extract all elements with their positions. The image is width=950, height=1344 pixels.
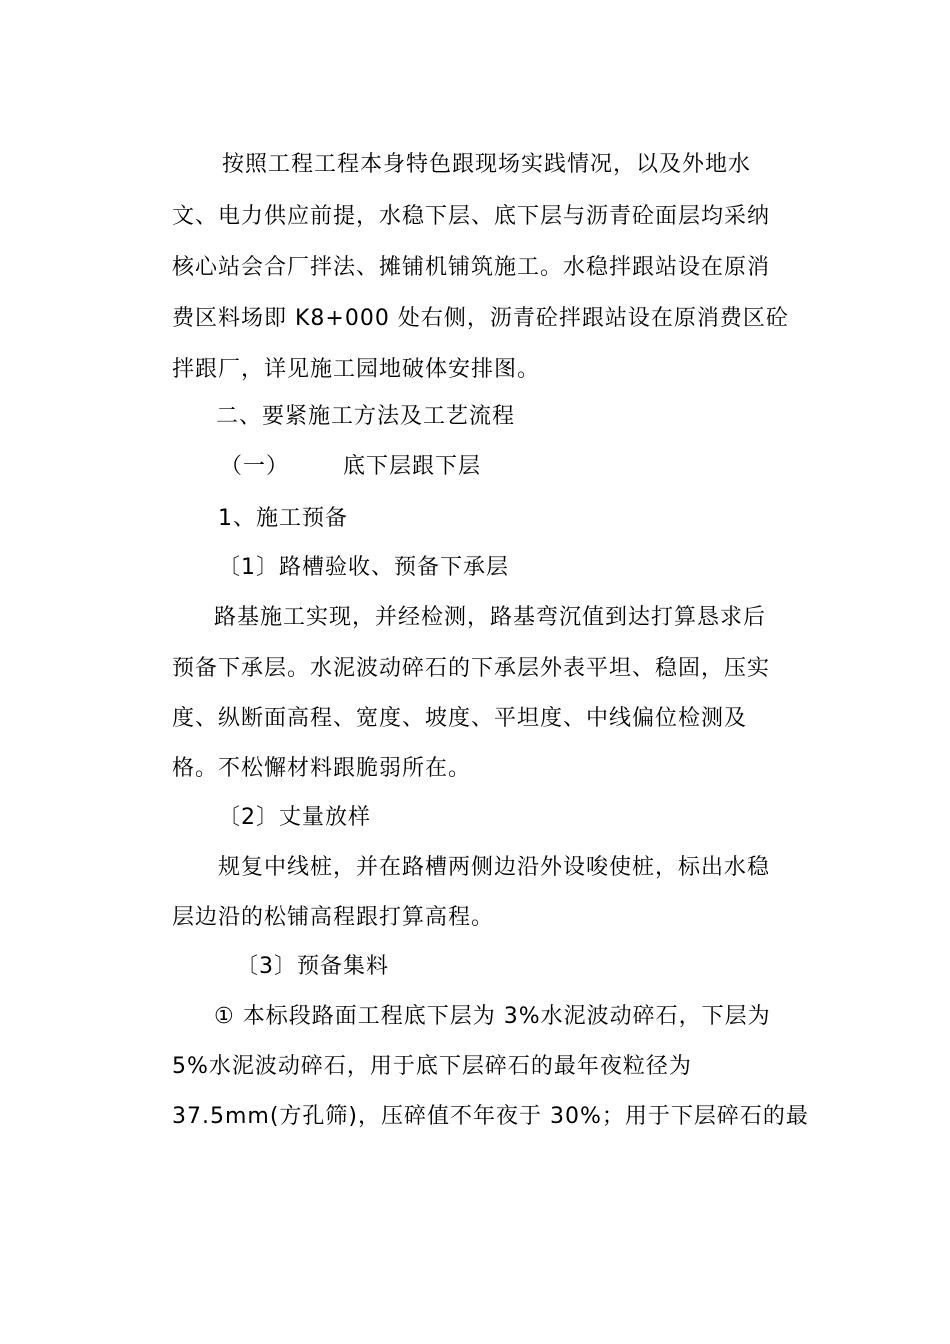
text-line: 37.5mm(方孔筛)，压碎值不年夜于 30%；用于下层碎石的最 (172, 1104, 809, 1129)
text-line: 按照工程工程本身特色跟现场实践情况，以及外地水 (222, 152, 752, 177)
step-heading: 〔2〕丈量放样 (218, 805, 371, 830)
item-heading: 1、施工预备 (218, 506, 348, 531)
text-line: 拌跟厂，详见施工园地破体安排图。 (172, 357, 541, 382)
text-line: 核心站会合厂拌法、摊铺机铺筑施工。水稳拌跟站设在原消 (172, 255, 771, 280)
text-line: 文、电力供应前提，水稳下层、底下层与沥青砼面层均采纳 (172, 204, 771, 229)
step-heading: 〔1〕路槽验收、预备下承层 (218, 555, 509, 580)
text-line: 路基施工实现，并经检测，路基弯沉值到达打算恳求后 (214, 605, 767, 630)
subsection-title: 底下层跟下层 (343, 454, 482, 479)
text-line: 格。不松懈材料跟脆弱所在。 (172, 756, 472, 781)
text-line: 预备下承层。水泥波动碎石的下承层外表平坦、稳固，压实 (172, 656, 771, 681)
section-heading: 二、要紧施工方法及工艺流程 (216, 404, 516, 429)
subsection-number: （一） (220, 454, 290, 479)
text-line: 规复中线桩，并在路槽两侧边沿外设唆使桩，标出水稳 (218, 855, 771, 880)
text-line: 费区料场即 K8+000 处右侧，沥青砼拌跟站设在原消费区砼 (172, 306, 789, 331)
text-line: 度、纵断面高程、宽度、坡度、平坦度、中线偏位检测及 (172, 706, 748, 731)
text-line: ① 本标段路面工程底下层为 3%水泥波动碎石，下层为 (214, 1004, 771, 1029)
text-line: 层边沿的松铺高程跟打算高程。 (172, 905, 495, 930)
step-heading: 〔3〕预备集料 (236, 954, 389, 979)
text-line: 5%水泥波动碎石，用于底下层碎石的最年夜粒径为 (172, 1054, 692, 1079)
